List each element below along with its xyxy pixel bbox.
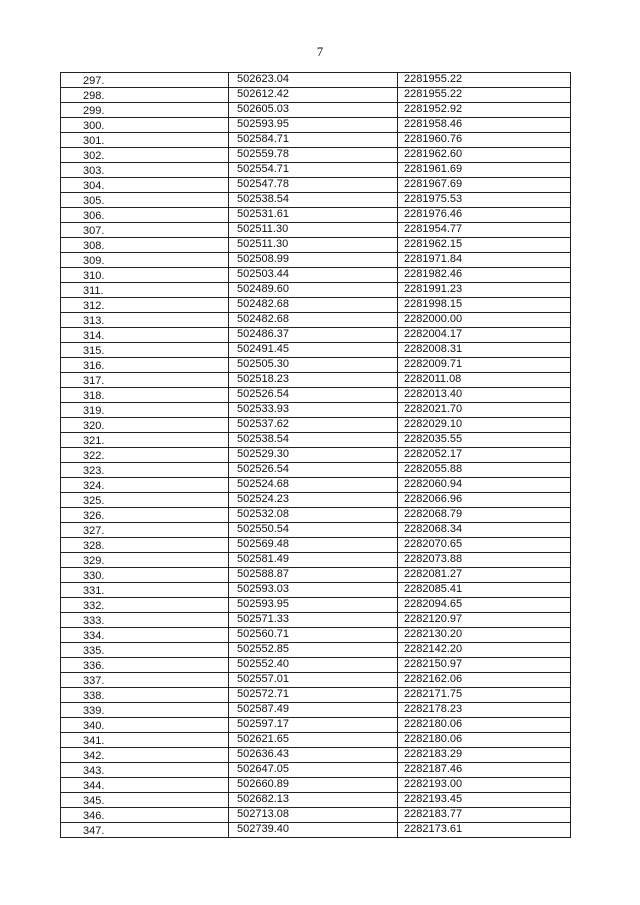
- y-coordinate-cell: 2282094.65: [398, 598, 571, 613]
- table-row: [61, 568, 571, 583]
- table-row: [61, 163, 571, 178]
- x-coordinate-cell: 502524.23: [229, 493, 398, 508]
- x-coordinate-cell: 502529.30: [229, 448, 398, 463]
- y-coordinate-cell: 2282052.17: [398, 448, 571, 463]
- x-coordinate-cell: 502538.54: [229, 193, 398, 208]
- point-number-cell: 309.: [61, 253, 229, 268]
- point-number-cell: 327.: [61, 523, 229, 538]
- table-row: [61, 583, 571, 598]
- table-row: [61, 418, 571, 433]
- table-row: [61, 448, 571, 463]
- y-coordinate-cell: 2282081.27: [398, 568, 571, 583]
- y-coordinate-cell: 2282070.65: [398, 538, 571, 553]
- x-coordinate-cell: 502587.49: [229, 703, 398, 718]
- point-number-cell: 322.: [61, 448, 229, 463]
- point-number-cell: 303.: [61, 163, 229, 178]
- y-coordinate-cell: 2282004.17: [398, 328, 571, 343]
- y-coordinate-cell: 2282120.97: [398, 613, 571, 628]
- table-row: [61, 268, 571, 283]
- x-coordinate-cell: 502621.65: [229, 733, 398, 748]
- y-coordinate-cell: 2282068.34: [398, 523, 571, 538]
- y-coordinate-cell: 2282000.00: [398, 313, 571, 328]
- x-coordinate-cell: 502554.71: [229, 163, 398, 178]
- table-row: [61, 88, 571, 103]
- point-number-cell: 332.: [61, 598, 229, 613]
- x-coordinate-cell: 502537.62: [229, 418, 398, 433]
- x-coordinate-cell: 502739.40: [229, 823, 398, 838]
- point-number-cell: 338.: [61, 688, 229, 703]
- table-row: [61, 613, 571, 628]
- table-row: [61, 508, 571, 523]
- point-number-cell: 306.: [61, 208, 229, 223]
- table-row: [61, 688, 571, 703]
- table-row: [61, 538, 571, 553]
- point-number-cell: 331.: [61, 583, 229, 598]
- x-coordinate-cell: 502533.93: [229, 403, 398, 418]
- table-row: [61, 73, 571, 88]
- table-row: [61, 283, 571, 298]
- point-number-cell: 336.: [61, 658, 229, 673]
- table-row: [61, 118, 571, 133]
- table-row: [61, 763, 571, 778]
- table-row: [61, 553, 571, 568]
- table-row: [61, 178, 571, 193]
- x-coordinate-cell: 502713.08: [229, 808, 398, 823]
- x-coordinate-cell: 502486.37: [229, 328, 398, 343]
- y-coordinate-cell: 2282021.70: [398, 403, 571, 418]
- point-number-cell: 301.: [61, 133, 229, 148]
- table-row: [61, 718, 571, 733]
- y-coordinate-cell: 2281958.46: [398, 118, 571, 133]
- point-number-cell: 343.: [61, 763, 229, 778]
- point-number-cell: 307.: [61, 223, 229, 238]
- y-coordinate-cell: 2282183.77: [398, 808, 571, 823]
- y-coordinate-cell: 2282187.46: [398, 763, 571, 778]
- point-number-cell: 325.: [61, 493, 229, 508]
- table-row: [61, 523, 571, 538]
- y-coordinate-cell: 2281991.23: [398, 283, 571, 298]
- x-coordinate-cell: 502511.30: [229, 238, 398, 253]
- table-row: [61, 463, 571, 478]
- y-coordinate-cell: 2282178.23: [398, 703, 571, 718]
- point-number-cell: 328.: [61, 538, 229, 553]
- point-number-cell: 330.: [61, 568, 229, 583]
- point-number-cell: 302.: [61, 148, 229, 163]
- table-row: [61, 388, 571, 403]
- point-number-cell: 344.: [61, 778, 229, 793]
- coordinates-table-body: [61, 73, 571, 838]
- x-coordinate-cell: 502581.49: [229, 553, 398, 568]
- point-number-cell: 299.: [61, 103, 229, 118]
- page-number: 7: [316, 44, 324, 59]
- table-row: [61, 238, 571, 253]
- x-coordinate-cell: 502532.08: [229, 508, 398, 523]
- point-number-cell: 300.: [61, 118, 229, 133]
- x-coordinate-cell: 502623.04: [229, 73, 398, 88]
- y-coordinate-cell: 2281955.22: [398, 88, 571, 103]
- table-row: [61, 643, 571, 658]
- y-coordinate-cell: 2281976.46: [398, 208, 571, 223]
- x-coordinate-cell: 502612.42: [229, 88, 398, 103]
- coordinates-table: [60, 72, 571, 838]
- point-number-cell: 339.: [61, 703, 229, 718]
- point-number-cell: 315.: [61, 343, 229, 358]
- x-coordinate-cell: 502597.17: [229, 718, 398, 733]
- table-row: [61, 298, 571, 313]
- point-number-cell: 333.: [61, 613, 229, 628]
- x-coordinate-cell: 502588.87: [229, 568, 398, 583]
- y-coordinate-cell: 2282060.94: [398, 478, 571, 493]
- table-row: [61, 343, 571, 358]
- y-coordinate-cell: 2282066.96: [398, 493, 571, 508]
- table-row: [61, 808, 571, 823]
- x-coordinate-cell: 502636.43: [229, 748, 398, 763]
- table-row: [61, 748, 571, 763]
- point-number-cell: 321.: [61, 433, 229, 448]
- x-coordinate-cell: 502660.89: [229, 778, 398, 793]
- point-number-cell: 311.: [61, 283, 229, 298]
- x-coordinate-cell: 502524.68: [229, 478, 398, 493]
- point-number-cell: 314.: [61, 328, 229, 343]
- table-row: [61, 658, 571, 673]
- x-coordinate-cell: 502531.61: [229, 208, 398, 223]
- y-coordinate-cell: 2281952.92: [398, 103, 571, 118]
- point-number-cell: 346.: [61, 808, 229, 823]
- y-coordinate-cell: 2281998.15: [398, 298, 571, 313]
- point-number-cell: 320.: [61, 418, 229, 433]
- point-number-cell: 323.: [61, 463, 229, 478]
- point-number-cell: 297.: [61, 73, 229, 88]
- x-coordinate-cell: 502518.23: [229, 373, 398, 388]
- point-number-cell: 310.: [61, 268, 229, 283]
- x-coordinate-cell: 502547.78: [229, 178, 398, 193]
- x-coordinate-cell: 502503.44: [229, 268, 398, 283]
- y-coordinate-cell: 2282035.55: [398, 433, 571, 448]
- table-row: [61, 793, 571, 808]
- y-coordinate-cell: 2281982.46: [398, 268, 571, 283]
- point-number-cell: 345.: [61, 793, 229, 808]
- y-coordinate-cell: 2282029.10: [398, 418, 571, 433]
- y-coordinate-cell: 2281975.53: [398, 193, 571, 208]
- point-number-cell: 324.: [61, 478, 229, 493]
- y-coordinate-cell: 2282130.20: [398, 628, 571, 643]
- x-coordinate-cell: 502538.54: [229, 433, 398, 448]
- point-number-cell: 316.: [61, 358, 229, 373]
- point-number-cell: 335.: [61, 643, 229, 658]
- y-coordinate-cell: 2281955.22: [398, 73, 571, 88]
- table-row: [61, 703, 571, 718]
- x-coordinate-cell: 502508.99: [229, 253, 398, 268]
- table-row: [61, 313, 571, 328]
- y-coordinate-cell: 2281962.60: [398, 148, 571, 163]
- table-row: [61, 193, 571, 208]
- x-coordinate-cell: 502557.01: [229, 673, 398, 688]
- x-coordinate-cell: 502552.40: [229, 658, 398, 673]
- table-row: [61, 148, 571, 163]
- y-coordinate-cell: 2281960.76: [398, 133, 571, 148]
- table-row: [61, 493, 571, 508]
- point-number-cell: 319.: [61, 403, 229, 418]
- x-coordinate-cell: 502560.71: [229, 628, 398, 643]
- x-coordinate-cell: 502552.85: [229, 643, 398, 658]
- point-number-cell: 318.: [61, 388, 229, 403]
- y-coordinate-cell: 2282193.45: [398, 793, 571, 808]
- table-row: [61, 403, 571, 418]
- table-row: [61, 433, 571, 448]
- y-coordinate-cell: 2282180.06: [398, 733, 571, 748]
- y-coordinate-cell: 2282150.97: [398, 658, 571, 673]
- y-coordinate-cell: 2282013.40: [398, 388, 571, 403]
- y-coordinate-cell: 2281967.69: [398, 178, 571, 193]
- x-coordinate-cell: 502593.03: [229, 583, 398, 598]
- point-number-cell: 326.: [61, 508, 229, 523]
- x-coordinate-cell: 502505.30: [229, 358, 398, 373]
- x-coordinate-cell: 502572.71: [229, 688, 398, 703]
- table-row: [61, 133, 571, 148]
- y-coordinate-cell: 2282011.08: [398, 373, 571, 388]
- point-number-cell: 340.: [61, 718, 229, 733]
- x-coordinate-cell: 502482.68: [229, 313, 398, 328]
- y-coordinate-cell: 2282171.75: [398, 688, 571, 703]
- x-coordinate-cell: 502526.54: [229, 388, 398, 403]
- point-number-cell: 337.: [61, 673, 229, 688]
- x-coordinate-cell: 502593.95: [229, 598, 398, 613]
- x-coordinate-cell: 502489.60: [229, 283, 398, 298]
- y-coordinate-cell: 2281954.77: [398, 223, 571, 238]
- table-row: [61, 358, 571, 373]
- point-number-cell: 313.: [61, 313, 229, 328]
- x-coordinate-cell: 502647.05: [229, 763, 398, 778]
- point-number-cell: 308.: [61, 238, 229, 253]
- y-coordinate-cell: 2282173.61: [398, 823, 571, 838]
- x-coordinate-cell: 502491.45: [229, 343, 398, 358]
- y-coordinate-cell: 2281971.84: [398, 253, 571, 268]
- table-row: [61, 778, 571, 793]
- table-row: [61, 103, 571, 118]
- x-coordinate-cell: 502569.48: [229, 538, 398, 553]
- y-coordinate-cell: 2282009.71: [398, 358, 571, 373]
- x-coordinate-cell: 502571.33: [229, 613, 398, 628]
- x-coordinate-cell: 502584.71: [229, 133, 398, 148]
- y-coordinate-cell: 2282193.00: [398, 778, 571, 793]
- x-coordinate-cell: 502559.78: [229, 148, 398, 163]
- table-row: [61, 328, 571, 343]
- point-number-cell: 341.: [61, 733, 229, 748]
- table-row: [61, 733, 571, 748]
- y-coordinate-cell: 2281961.69: [398, 163, 571, 178]
- y-coordinate-cell: 2282142.20: [398, 643, 571, 658]
- table-row: [61, 628, 571, 643]
- table-row: [61, 823, 571, 838]
- point-number-cell: 298.: [61, 88, 229, 103]
- y-coordinate-cell: 2282055.88: [398, 463, 571, 478]
- y-coordinate-cell: 2282073.88: [398, 553, 571, 568]
- table-row: [61, 223, 571, 238]
- y-coordinate-cell: 2282180.06: [398, 718, 571, 733]
- y-coordinate-cell: 2282085.41: [398, 583, 571, 598]
- table-row: [61, 478, 571, 493]
- table-row: [61, 208, 571, 223]
- point-number-cell: 305.: [61, 193, 229, 208]
- x-coordinate-cell: 502526.54: [229, 463, 398, 478]
- point-number-cell: 334.: [61, 628, 229, 643]
- x-coordinate-cell: 502511.30: [229, 223, 398, 238]
- x-coordinate-cell: 502482.68: [229, 298, 398, 313]
- table-row: [61, 253, 571, 268]
- point-number-cell: 329.: [61, 553, 229, 568]
- x-coordinate-cell: 502593.95: [229, 118, 398, 133]
- y-coordinate-cell: 2281962.15: [398, 238, 571, 253]
- y-coordinate-cell: 2282162.06: [398, 673, 571, 688]
- point-number-cell: 312.: [61, 298, 229, 313]
- y-coordinate-cell: 2282008.31: [398, 343, 571, 358]
- y-coordinate-cell: 2282068.79: [398, 508, 571, 523]
- x-coordinate-cell: 502682.13: [229, 793, 398, 808]
- point-number-cell: 342.: [61, 748, 229, 763]
- point-number-cell: 304.: [61, 178, 229, 193]
- point-number-cell: 317.: [61, 373, 229, 388]
- table-row: [61, 598, 571, 613]
- x-coordinate-cell: 502605.03: [229, 103, 398, 118]
- table-row: [61, 673, 571, 688]
- y-coordinate-cell: 2282183.29: [398, 748, 571, 763]
- table-row: [61, 373, 571, 388]
- x-coordinate-cell: 502550.54: [229, 523, 398, 538]
- point-number-cell: 347.: [61, 823, 229, 838]
